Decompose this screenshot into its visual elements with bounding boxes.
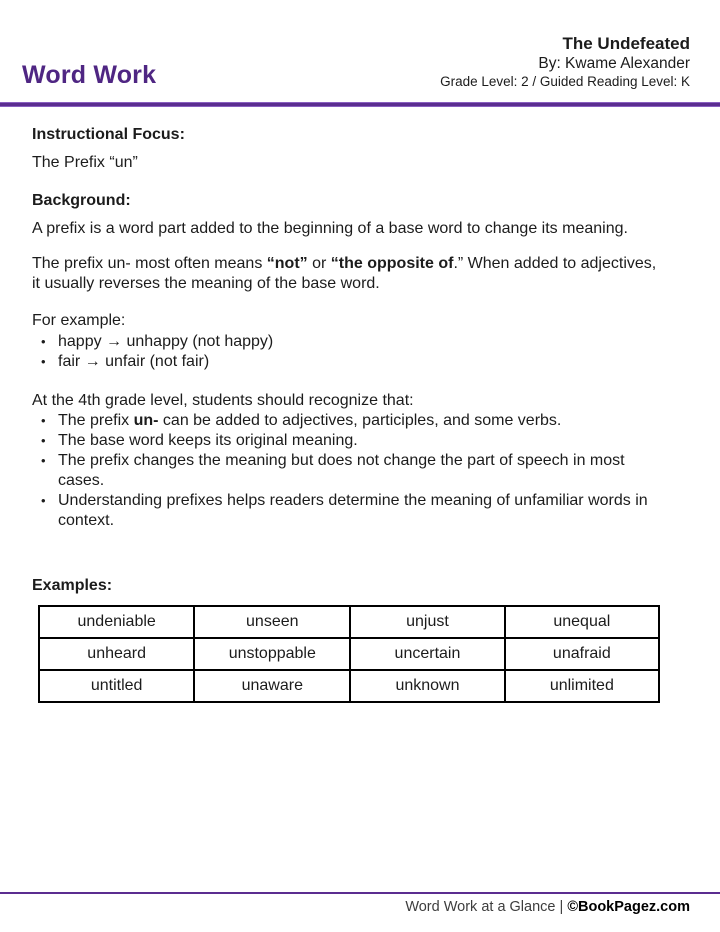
for-example-label: For example: [32, 312, 126, 329]
examples-table [38, 605, 660, 703]
para2-post: .” When added to adjectives, it usually reverses the meaning of the base word. [32, 255, 657, 292]
table-cell: unknown [350, 670, 504, 702]
page-title: Word Work [22, 61, 157, 89]
bullet-icon: • [41, 354, 46, 369]
footer-brand: ©BookPagez.com [567, 899, 690, 915]
table-cell: unlimited [505, 670, 659, 702]
table-cell: unequal [505, 606, 659, 638]
background-heading: Background: [32, 192, 131, 209]
example-bullet-text: happy → unhappy (not happy) [58, 333, 274, 350]
bullet-post: can be added to adjectives, participles, and some verbs. [158, 412, 562, 429]
list-item [32, 352, 660, 372]
instructional-focus-heading: Instructional Focus: [32, 126, 185, 143]
table-row [39, 670, 659, 702]
page-header [0, 0, 720, 90]
footer-text [405, 899, 690, 915]
table-row [39, 638, 659, 670]
book-title: The Undefeated [562, 34, 690, 53]
bullet-pre: The prefix [58, 412, 134, 429]
bullet-icon: • [41, 334, 46, 349]
table-cell: unaware [194, 670, 350, 702]
grade-bullet-text: The base word keeps its original meaning. [58, 432, 358, 449]
example-bullet-text: fair → unfair (not fair) [58, 353, 210, 370]
book-meta [440, 34, 690, 90]
table-cell: unstoppable [194, 638, 350, 670]
list-item [32, 411, 660, 431]
grade-note-label: At the 4th grade level, students should recognize that: [32, 392, 414, 409]
bullet-icon: • [41, 433, 46, 448]
list-item [32, 431, 660, 451]
bullet-icon: • [41, 493, 46, 508]
example-bullet-list [32, 332, 660, 372]
table-cell: unjust [350, 606, 504, 638]
para2-bold-not: “not” [266, 255, 308, 272]
background-paragraph-1: A prefix is a word part added to the beginning of a base word to change its meaning. [32, 220, 628, 237]
table-cell: unseen [194, 606, 350, 638]
table-cell: undeniable [39, 606, 194, 638]
table-row [39, 606, 659, 638]
para2-pre: The prefix un- most often means [32, 255, 267, 272]
book-author: By: Kwame Alexander [538, 55, 690, 72]
table-cell: unheard [39, 638, 194, 670]
bullet-icon: • [41, 413, 46, 428]
bullet-icon: • [41, 453, 46, 468]
examples-heading: Examples: [32, 577, 113, 594]
table-cell: uncertain [350, 638, 504, 670]
list-item [32, 491, 660, 531]
background-paragraph-2 [32, 254, 660, 294]
para2-bold-opposite: “the opposite of [330, 255, 454, 272]
table-cell: unafraid [505, 638, 659, 670]
para2-mid: or [307, 255, 331, 272]
bullet-bold: un- [133, 412, 159, 429]
list-item [32, 332, 660, 352]
grade-bullet-text: The prefix changes the meaning but does not change the part of speech in most cases. [58, 452, 625, 489]
list-item [32, 451, 660, 491]
grade-bullet-text: Understanding prefixes helps readers determine the meaning of unfamiliar words in context. [58, 492, 648, 529]
footer-divider [0, 892, 720, 894]
table-cell: untitled [39, 670, 194, 702]
footer-label: Word Work at a Glance | [405, 899, 568, 915]
grade-level-info: Grade Level: 2 / Guided Reading Level: K [440, 74, 690, 89]
instructional-focus-text: The Prefix “un” [32, 154, 138, 171]
content-area [0, 107, 720, 703]
grade-bullet-text [58, 411, 660, 431]
grade-bullet-list [32, 411, 660, 531]
